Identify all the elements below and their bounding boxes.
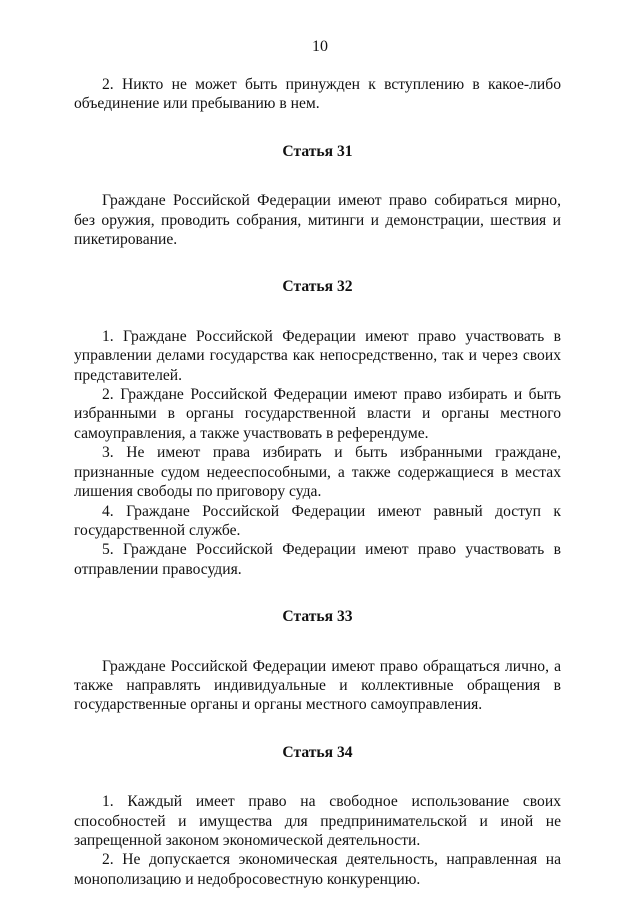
- article-32-title: Статья 32: [282, 278, 353, 296]
- article-32-paragraph-1: 1. Граждане Российской Федерации имеют право участвовать в управлении делами государства как непосредственно, так и через своих представителей.: [74, 327, 561, 384]
- article-32-paragraph-2: 2. Граждане Российской Федерации имеют право избирать и быть избранными в органы государственной власти и органы местного самоуправления, а также участвовать в референдуме.: [74, 386, 561, 442]
- paragraph-intro-2: 2. Никто не может быть принужден к вступлению в какое-либо объединение или пребыванию в нем.: [74, 76, 561, 113]
- article-32-paragraph-4: 4. Граждане Российской Федерации имеют равный доступ к государственной службе.: [74, 502, 561, 539]
- spacer: [74, 762, 561, 792]
- spacer: [74, 297, 561, 327]
- spacer: [74, 114, 561, 142]
- spacer: [74, 715, 561, 743]
- article-31-title: Статья 31: [282, 142, 353, 160]
- page-number: 10: [312, 38, 328, 55]
- spacer: [74, 579, 561, 607]
- article-34-paragraph-2: 2. Не допускается экономическая деятельность, направленная на монополизацию и недобросовестную конкуренцию.: [74, 851, 561, 888]
- spacer: [74, 249, 561, 277]
- article-32-paragraph-5: 5. Граждане Российской Федерации имеют право участвовать в отправлении правосудия.: [74, 541, 561, 578]
- article-34-paragraph-1: 1. Каждый имеет право на свободное использование своих способностей и имущества для предпринимательской и иной не запрещенной законом экономической деятельности.: [74, 793, 561, 849]
- spacer: [74, 161, 561, 191]
- article-31-paragraph-1: Граждане Российской Федерации имеют право собираться мирно, без оружия, проводить собрания, митинги и демонстрации, шествия и пикетирование.: [74, 192, 561, 249]
- article-34-title: Статья 34: [282, 743, 353, 761]
- document-content: [74, 75, 561, 889]
- spacer: [74, 627, 561, 657]
- article-32-paragraph-3: 3. Не имеют права избирать и быть избранными граждане, признанные судом недееспособными, а также содержащиеся в местах лишения свободы по приговору суда.: [74, 444, 561, 501]
- article-33-paragraph-1: Граждане Российской Федерации имеют право обращаться лично, а также направлять индивидуальные и коллективные обращения в государственные органы и органы местного самоуправления.: [74, 657, 561, 714]
- article-33-title: Статья 33: [282, 608, 353, 626]
